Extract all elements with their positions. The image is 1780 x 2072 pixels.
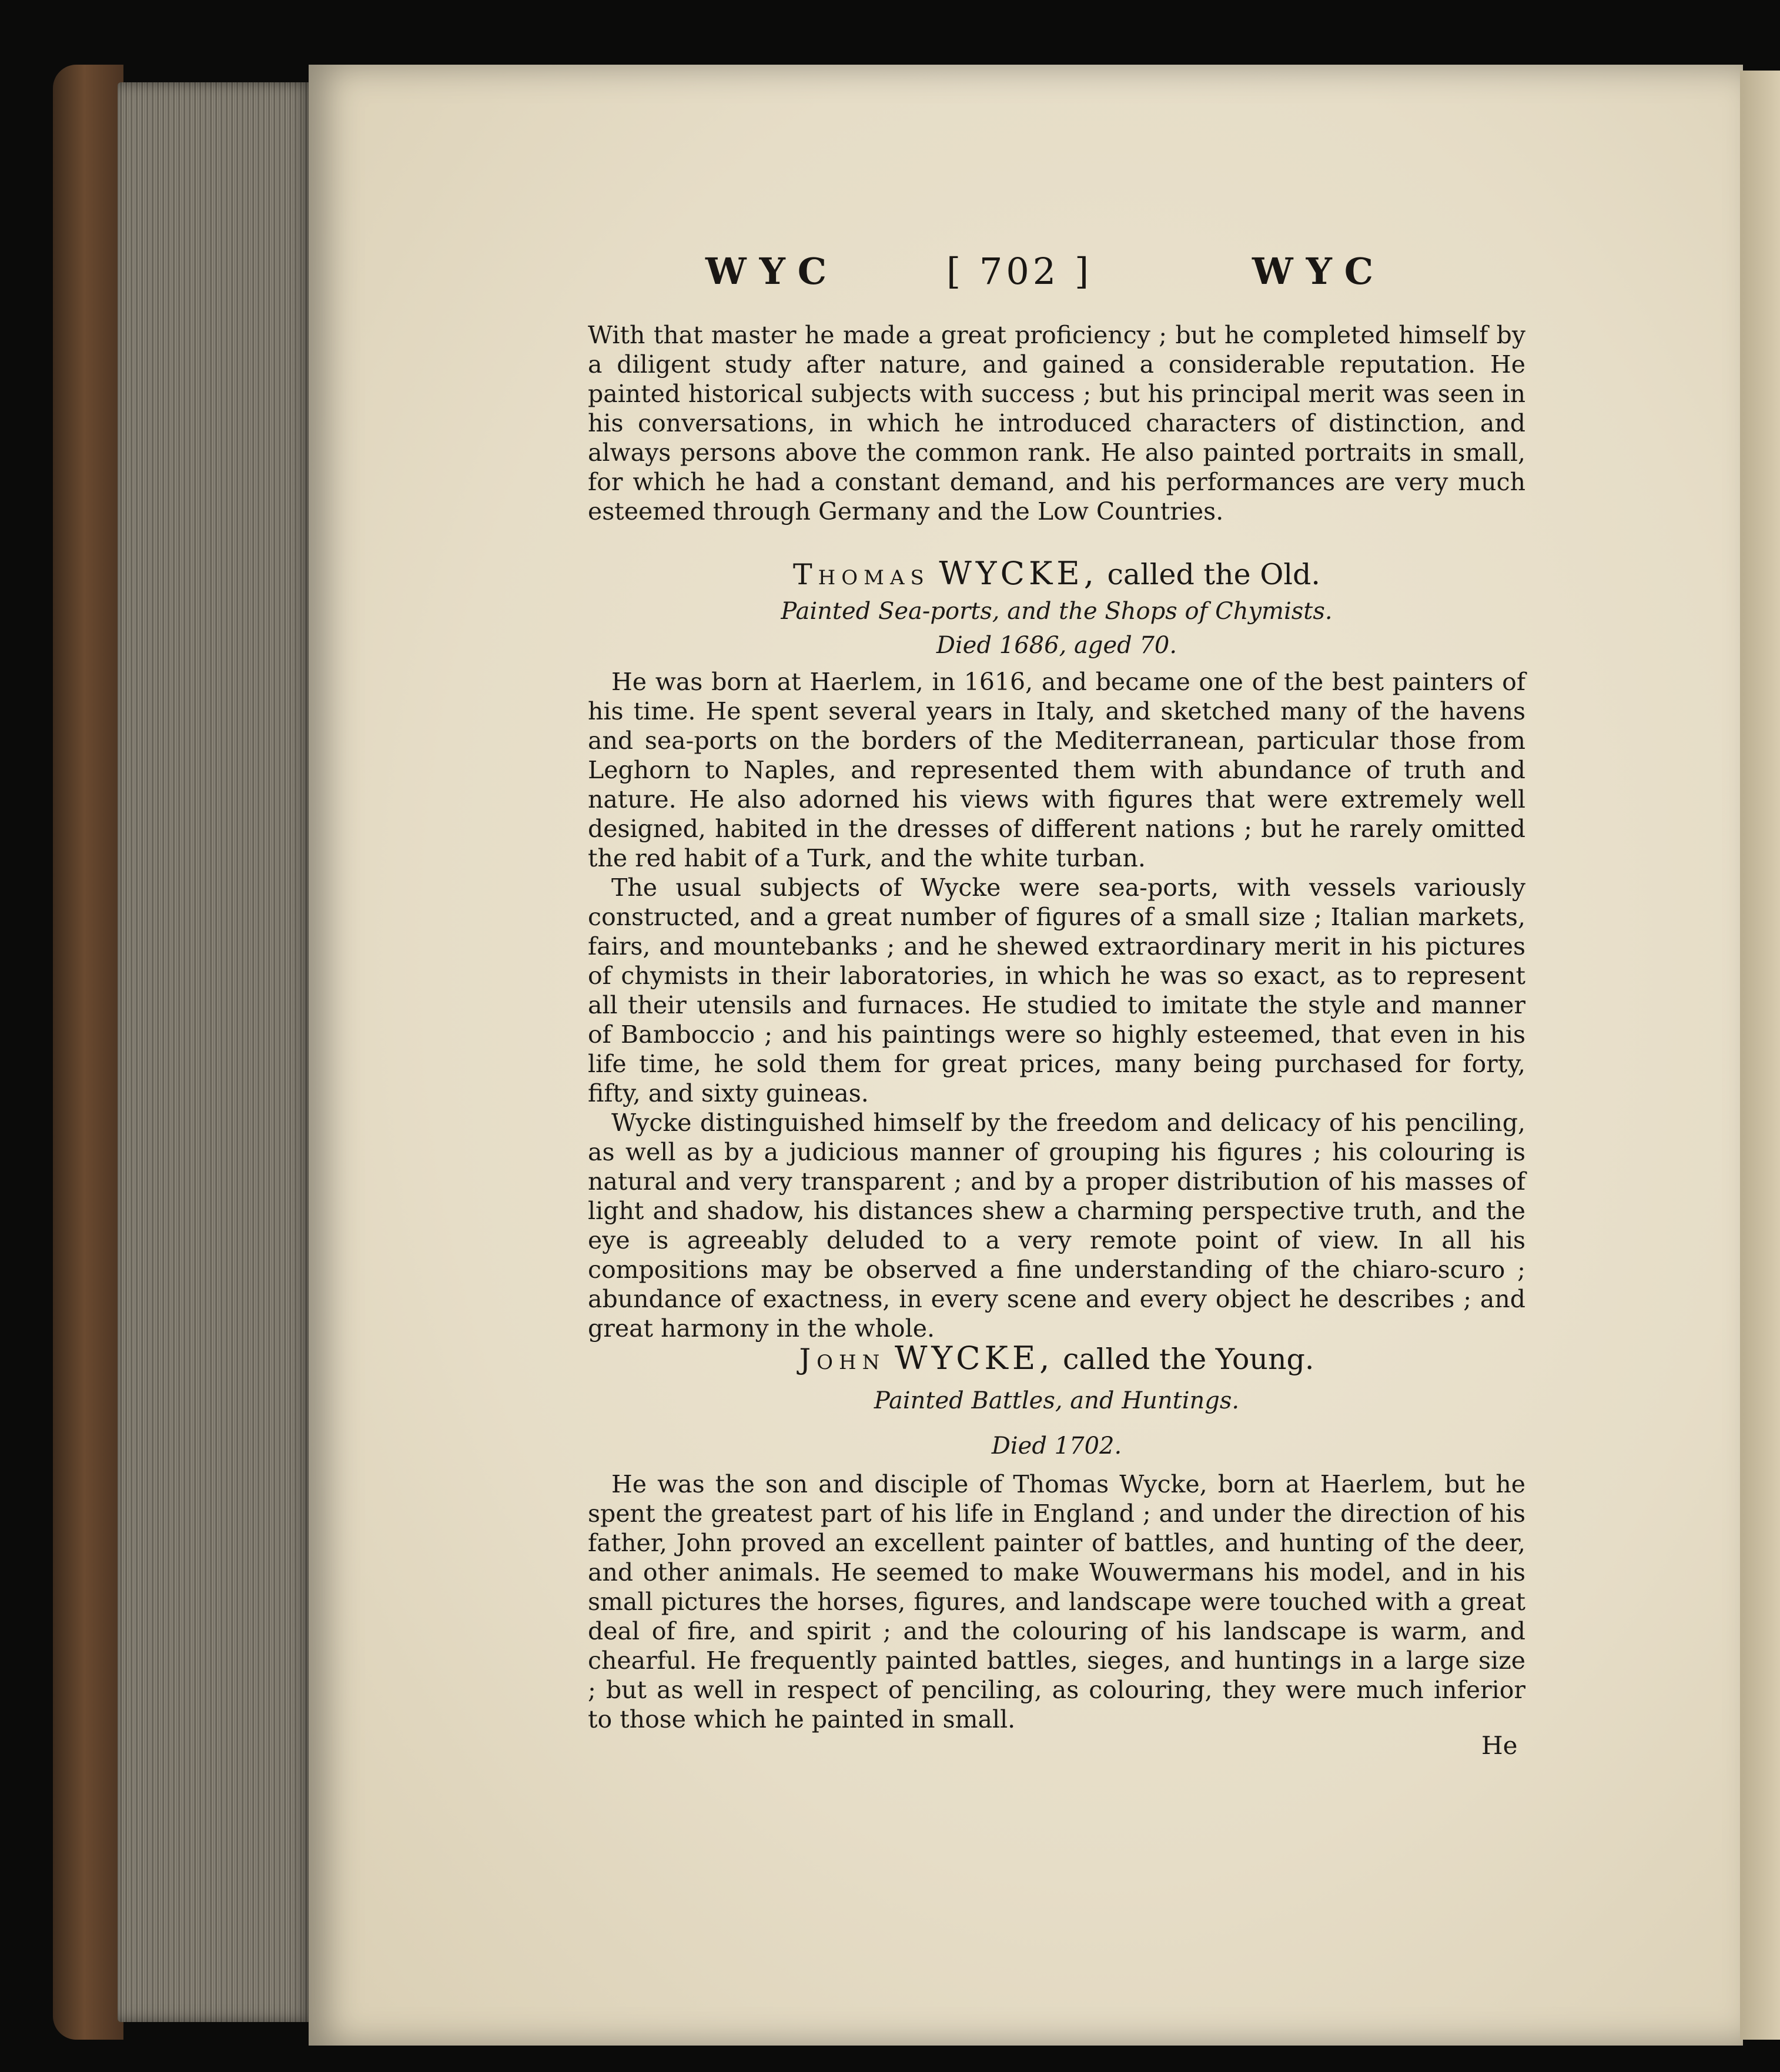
section-heading-thomas xyxy=(588,557,1525,591)
heading-surname: WYCKE, xyxy=(895,1340,1054,1377)
heading-epithet: called the Old. xyxy=(1107,558,1321,591)
section-died-john: Died 1702. xyxy=(991,1432,1122,1460)
catchword: He xyxy=(1481,1731,1518,1760)
heading-first-name: Thomas xyxy=(792,558,930,591)
running-head-right: WYC xyxy=(1252,250,1387,293)
running-head xyxy=(588,250,1411,303)
opening-paragraph-block xyxy=(588,320,1525,526)
heading-surname: WYCKE, xyxy=(939,555,1098,592)
heading-epithet: called the Young. xyxy=(1063,1343,1314,1376)
page-edges xyxy=(118,82,312,2022)
section-body-john xyxy=(588,1470,1525,1734)
page-number: [ 702 ] xyxy=(946,250,1093,293)
section-died-thomas: Died 1686, aged 70. xyxy=(936,632,1177,659)
running-head-left: WYC xyxy=(705,250,840,293)
section-body-thomas xyxy=(588,667,1525,1343)
facing-page-edge xyxy=(1740,71,1780,2040)
paragraph: He was the son and disciple of Thomas Wycke, born at Haerlem, but he spent the greatest part of his life in England ; and under the direction of his father, John proved an excellent painter of battles, and hunting of the deer, and other animals. He seemed to make Wouwermans his model, and in his small pictures the horses, figures, and landscape were touched with a great deal of fire, and spirit ; and the colouring of his landscape is warm, and chearful. He frequently painted battles, sieges, and huntings in a large size ; but as well in respect of penciling, as colouring, they were much inferior to those which he painted in small. xyxy=(588,1470,1525,1733)
section-subtitle-john: Painted Battles, and Huntings. xyxy=(874,1387,1240,1414)
book-binding xyxy=(53,65,123,2040)
opening-paragraph: With that master he made a great proficiency ; but he completed himself by a diligent study after nature, and gained a considerable reputation. He painted historical subjects with success ; but his principal merit was seen in his conversations, in which he introduced characters of distinction, and always persons above the common rank. He also painted portraits in small, for which he had a constant demand, and his performances are very much esteemed through Germany and the Low Countries. xyxy=(588,321,1525,525)
paragraph: He was born at Haerlem, in 1616, and became one of the best painters of his time. He spent several years in Italy, and sketched many of the havens and sea-ports on the borders of the Mediterranean, particular those from Leghorn to Naples, and represented them with abundance of truth and nature. He also adorned his views with figures that were extremely well designed, habited in the dresses of different nations ; but he rarely omitted the red habit of a Turk, and the white turban. xyxy=(588,668,1525,872)
section-heading-john xyxy=(588,1342,1525,1376)
paragraph: The usual subjects of Wycke were sea-ports, with vessels variously constructed, and a great number of figures of a small size ; Italian markets, fairs, and mountebanks ; and he shewed extraordinary merit in his pictures of chymists in their laboratories, in which he was so exact, as to represent all their utensils and furnaces. He studied to imitate the style and manner of Bamboccio ; and his paintings were so highly esteemed, that even in his life time, he sold them for great prices, many being purchased for forty, fifty, and sixty guineas. xyxy=(588,873,1525,1107)
section-subtitle-thomas: Painted Sea-ports, and the Shops of Chymists. xyxy=(781,598,1333,625)
paragraph: Wycke distinguished himself by the freedom and delicacy of his penciling, as well as by a judicious manner of grouping his figures ; his colouring is natural and very transparent ; and by a proper distribution of his masses of light and shadow, his distances shew a charming perspective truth, and the eye is agreeably deluded to a very remote point of view. In all his compositions may be observed a fine understanding of the chiaro-scuro ; abundance of exactness, in every scene and every object he describes ; and great harmony in the whole. xyxy=(588,1109,1525,1343)
heading-first-name: John xyxy=(799,1343,886,1376)
